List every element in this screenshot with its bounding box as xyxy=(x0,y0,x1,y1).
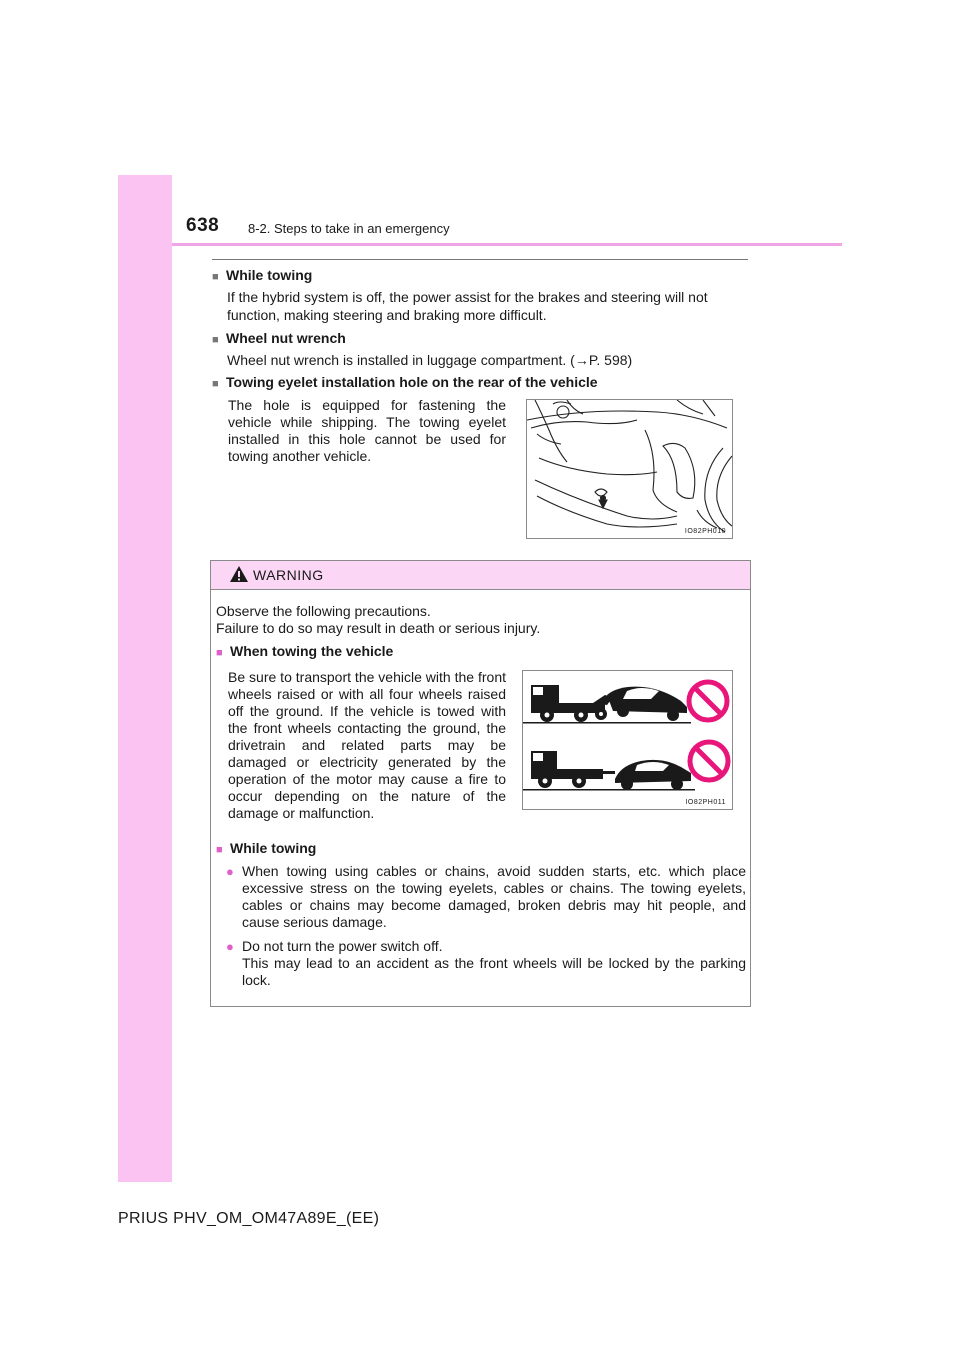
prohibited-icon xyxy=(689,682,727,720)
warning-section-while-towing-heading: ■ While towing xyxy=(216,839,746,859)
tow-truck-raised-car xyxy=(523,685,691,724)
figure-code: IO82PH010 xyxy=(684,528,726,535)
figure-code: IO82PH011 xyxy=(685,799,726,806)
prohibited-icon xyxy=(690,742,728,780)
warning-header xyxy=(211,561,750,590)
square-bullet-icon: ■ xyxy=(212,334,219,346)
rear-eyelet-illustration xyxy=(526,399,733,539)
note-heading: ■ Towing eyelet installation hole on the rear of the vehicle xyxy=(212,373,752,393)
warning-point-power-switch: ● Do not turn the power switch off. This may lead to an accident as the front wheels will be locked by the parking lock. xyxy=(226,938,746,988)
document-footer: PRIUS PHV_OM_OM47A89E_(EE) xyxy=(118,1210,380,1227)
section-title: 8-2. Steps to take in an emergency xyxy=(248,221,450,236)
note-body: The hole is equipped for fastening the vehicle while shipping. The towing eyelet installed in this hole cannot be used for towing another vehicle. xyxy=(228,397,506,464)
note-body: If the hybrid system is off, the power assist for the brakes and steering will not function, making steering and braking more difficult. xyxy=(227,289,708,323)
prohibited-towing-illustration xyxy=(523,671,732,809)
towing-methods-illustration xyxy=(522,670,733,810)
note-towing-eyelet-hole xyxy=(212,373,752,393)
page-number: 638 xyxy=(186,215,220,236)
warning-section-when-towing-body: Be sure to transport the vehicle with the front wheels raised or with all four wheels raised off the ground. If the vehicle is towed with the front wheels contacting the ground, the drivetrain and related parts may be damaged or electricity generated by the operation of the motor may cause a fire to occur depending on the nature of the damage or malfunction. xyxy=(228,669,506,821)
content-top-rule xyxy=(212,259,748,260)
tow-truck-dragging-car xyxy=(523,751,695,791)
warning-label: WARNING xyxy=(253,567,324,583)
square-bullet-icon: ■ xyxy=(216,844,223,856)
square-bullet-icon: ■ xyxy=(216,647,223,659)
square-bullet-icon: ■ xyxy=(212,378,219,390)
warning-section-when-towing-heading: ■ When towing the vehicle xyxy=(216,642,746,662)
note-while-towing xyxy=(212,266,752,324)
square-bullet-icon: ■ xyxy=(212,271,219,283)
chapter-sidebar-tab xyxy=(118,175,172,1182)
car-rear-bumper-illustration xyxy=(527,400,732,538)
circle-bullet-icon: ● xyxy=(226,864,234,879)
note-body: Wheel nut wrench is installed in luggage compartment. (→P. 598) xyxy=(227,352,633,368)
header-rule xyxy=(172,243,842,246)
note-heading: ■ Wheel nut wrench xyxy=(212,329,752,349)
note-heading: ■ While towing xyxy=(212,266,752,286)
warning-triangle-icon xyxy=(229,565,249,583)
warning-point-avoid-sudden-starts: ● When towing using cables or chains, avoid sudden starts, etc. which place excessive stress on the towing eyelets, cables or chains. The towing eyelets, cables or chains may become damaged, broken debris may hit people, and cause serious damage. xyxy=(226,863,746,930)
warning-intro: Observe the following precautions. Failure to do so may result in death or serious injury. xyxy=(216,603,541,636)
circle-bullet-icon: ● xyxy=(226,939,234,954)
note-wheel-nut-wrench xyxy=(212,329,752,369)
